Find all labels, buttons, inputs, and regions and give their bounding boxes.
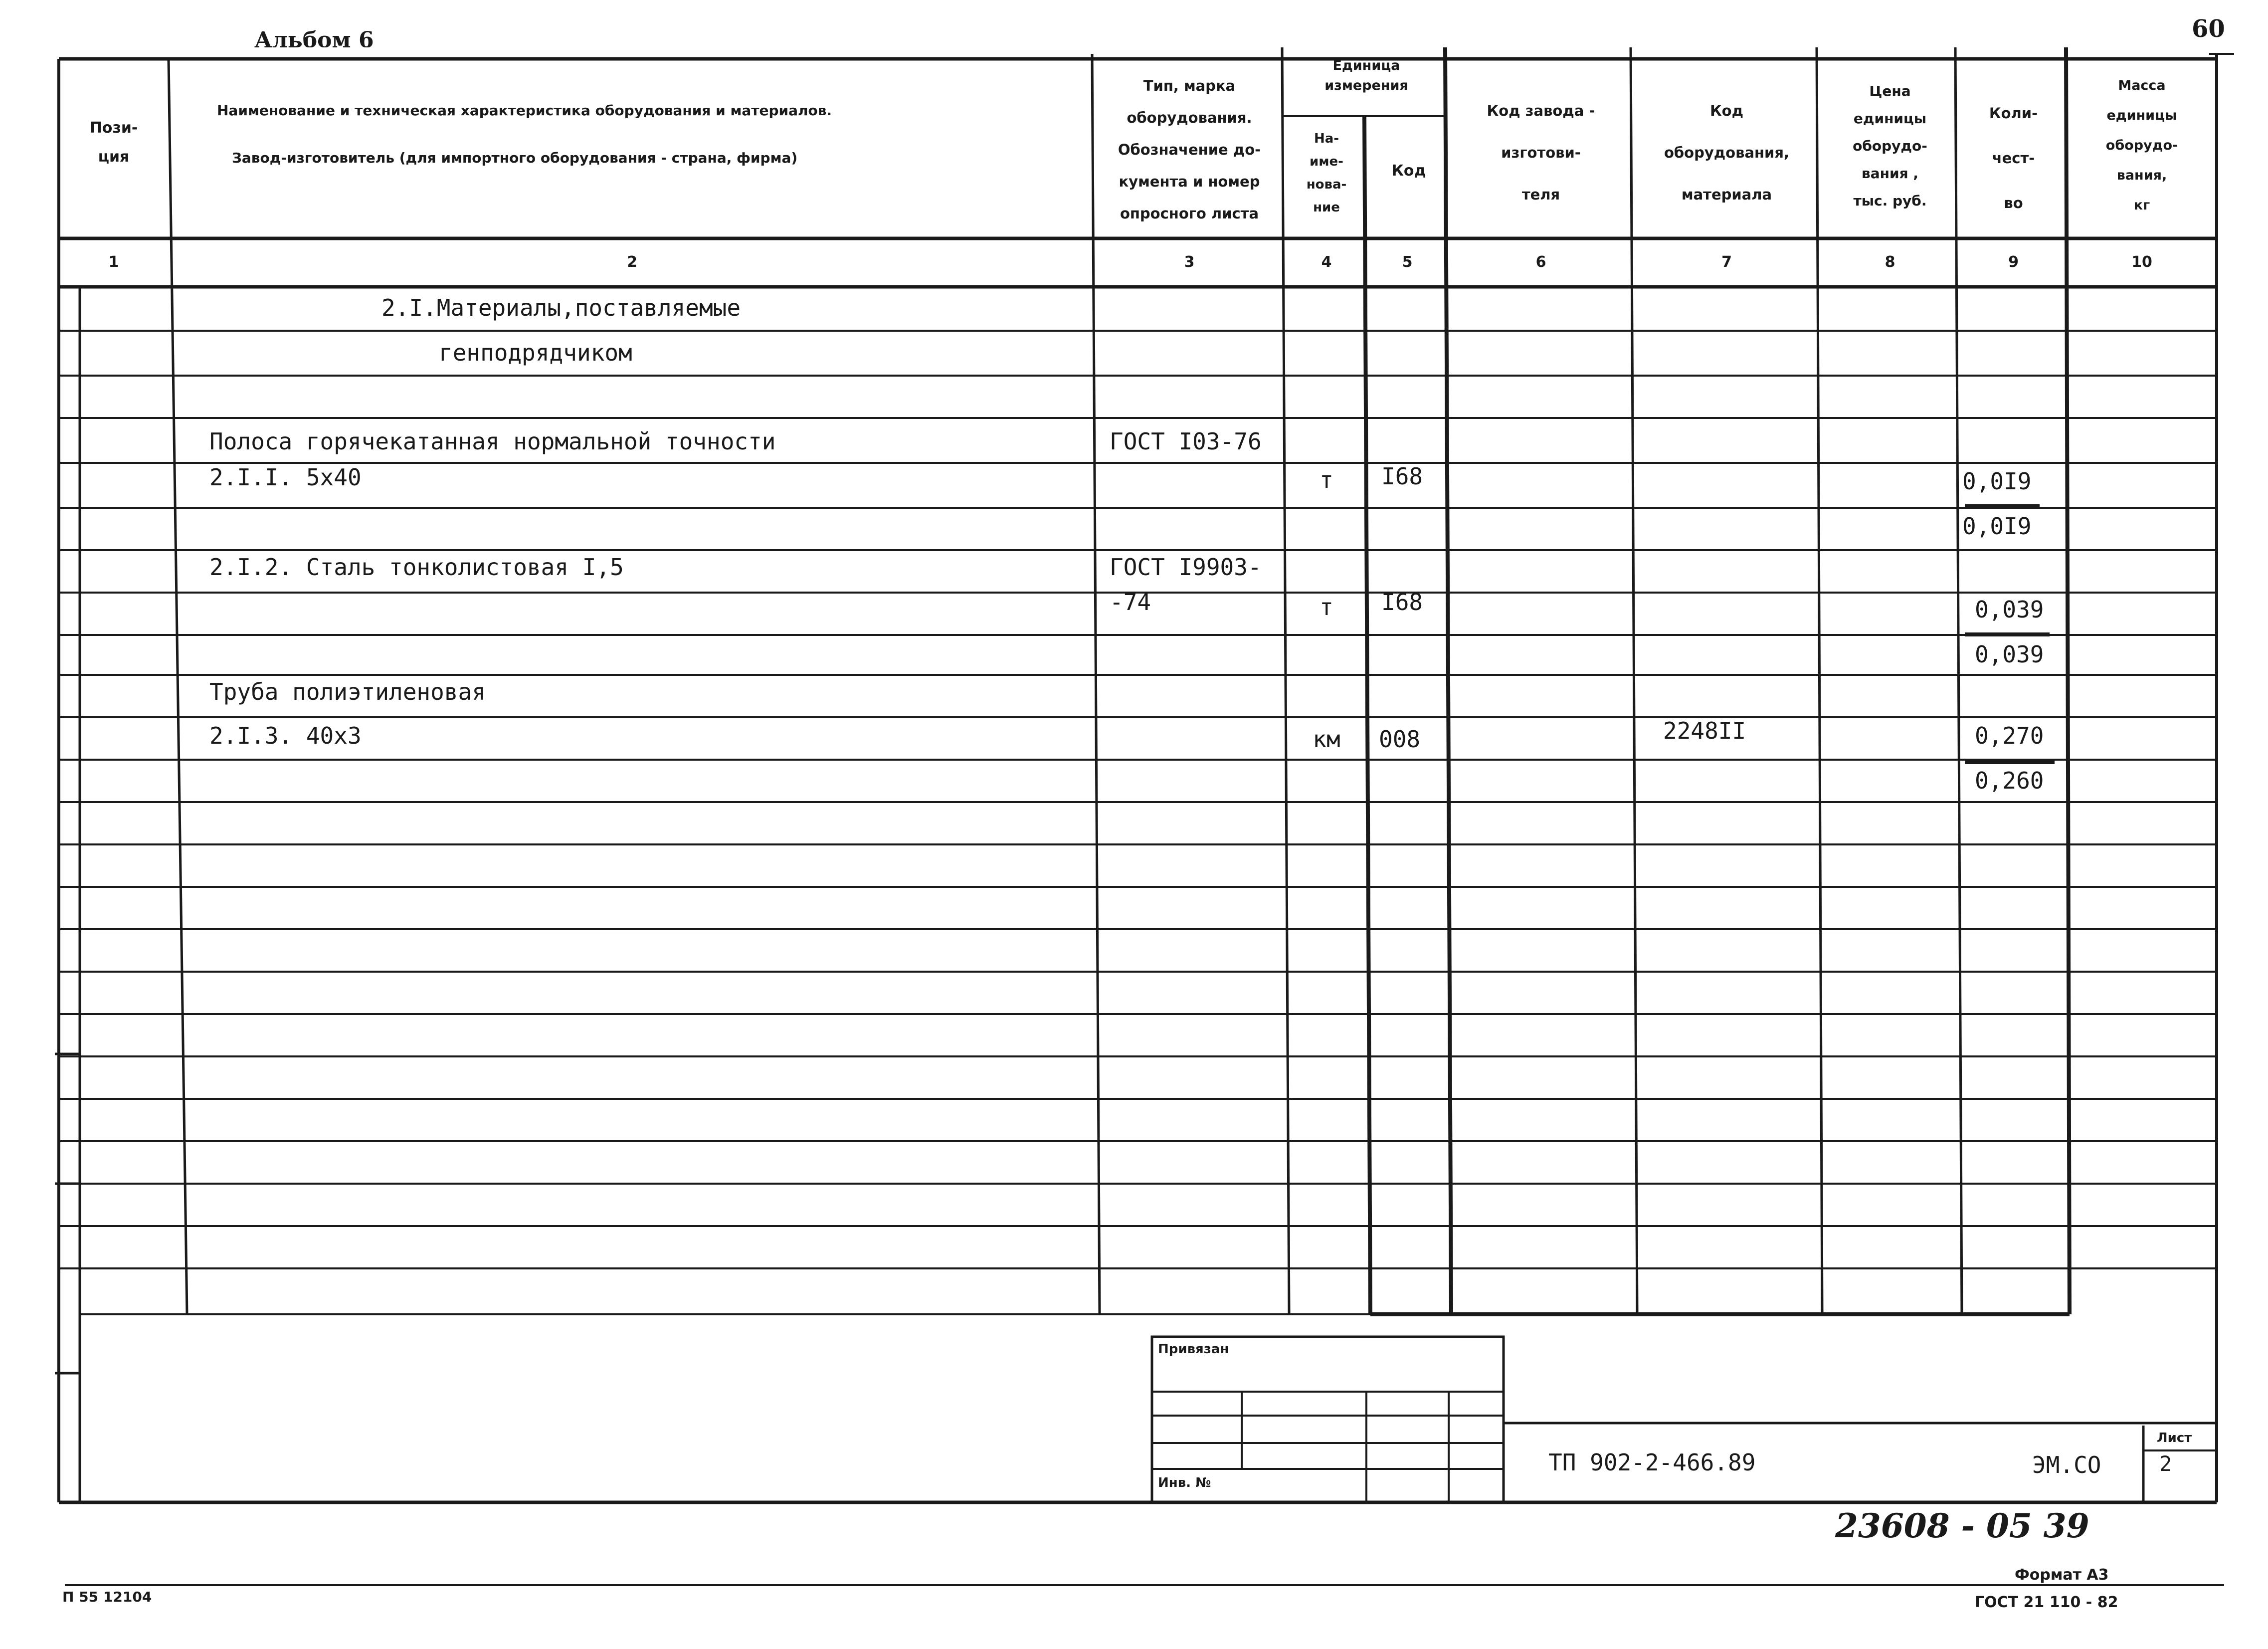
header-price: Цена единицы оборудо- вания , тыс. руб. [1853,83,1927,209]
item3-material-code: 2248II [1663,717,1746,744]
document-code: ТП 902-2-466.89 [1548,1449,1756,1476]
section-title-line1: 2.I.Материалы,поставляемые [381,294,741,321]
colnum-6: 6 [1535,253,1546,271]
colnum-2: 2 [627,253,637,271]
header-position: Пози- ция [89,119,138,166]
header-mass: Масса единицы оборудо- вания, кг [2105,78,2178,213]
colnum-1: 1 [108,253,119,271]
colnum-9: 9 [2008,253,2019,271]
section-title-line2: генподрядчиком [439,339,632,366]
colnum-5: 5 [1402,253,1413,271]
header-material-code: Код оборудования, материала [1664,102,1790,203]
sheet-label: Лист [2157,1431,2192,1445]
item1-position: 2.I.I. 5x40 [209,464,362,491]
item2-qty: 0,039 [1975,596,2044,623]
header-unit: Единица измерения [1324,58,1408,93]
item1-qty: 0,0I9 [1962,468,2032,495]
header-name-line1: Наименование и техническая характеристика оборудования и материалов. [217,102,832,119]
format-label: Формат А3 [2015,1566,2109,1584]
colnum-7: 7 [1721,253,1732,271]
stamp-inv-label: Инв. № [1158,1475,1211,1490]
item1-qty-2: 0,0I9 [1962,513,2032,540]
item2-qty-2: 0,039 [1975,641,2044,668]
album-label: Альбом 6 [254,27,374,47]
item1-name: Полоса горячекатанная нормальной точности [209,428,776,455]
item1-unit: т [1320,466,1333,493]
header-quantity: Коли- чест- во [1989,105,2038,211]
header-unit-code: Код [1391,162,1426,180]
item2-name: 2.I.2. Сталь тонколистовая I,5 [209,554,624,581]
colnum-8: 8 [1885,253,1895,271]
item3-qty: 0,270 [1975,722,2044,749]
header-factory-code: Код завода - изготови- теля [1487,102,1595,203]
item3-code: 008 [1379,726,1421,753]
header-type: Тип, марка оборудования. Обозначение до- кумента и номер опросного листа [1118,77,1261,222]
item3-position: 2.I.3. 40x3 [209,722,362,749]
item3-qty-2: 0,260 [1975,767,2044,794]
item2-doc-line2: -74 [1110,589,1151,616]
left-footer-code: П 55 12104 [62,1589,152,1605]
item2-code: I68 [1381,589,1423,616]
item2-doc-line1: ГОСТ I9903- [1110,554,1262,581]
sheet-number: 2 [2159,1451,2172,1476]
colnum-3: 3 [1184,253,1195,271]
sheet-code: ЭМ.СО [2032,1451,2101,1478]
header-unit-name: На- име- нова- ние [1306,131,1347,215]
colnum-10: 10 [2131,253,2152,271]
item1-doc: ГОСТ I03-76 [1110,428,1262,455]
stamp-attached-label: Привязан [1158,1342,1229,1357]
item3-unit: км [1313,726,1340,753]
top-right-number: 60 [2192,15,2225,43]
item2-unit: т [1320,594,1333,620]
gost-label: ГОСТ 21 110 - 82 [1975,1594,2118,1611]
header-name-line2: Завод-изготовитель (для импортного оборудования - страна, фирма) [232,150,798,166]
item1-code: I68 [1381,463,1423,490]
handwritten-number: 23608 - 05 39 [1835,1506,2089,1545]
colnum-4: 4 [1321,253,1332,271]
item3-name: Труба полиэтиленовая [209,678,486,705]
